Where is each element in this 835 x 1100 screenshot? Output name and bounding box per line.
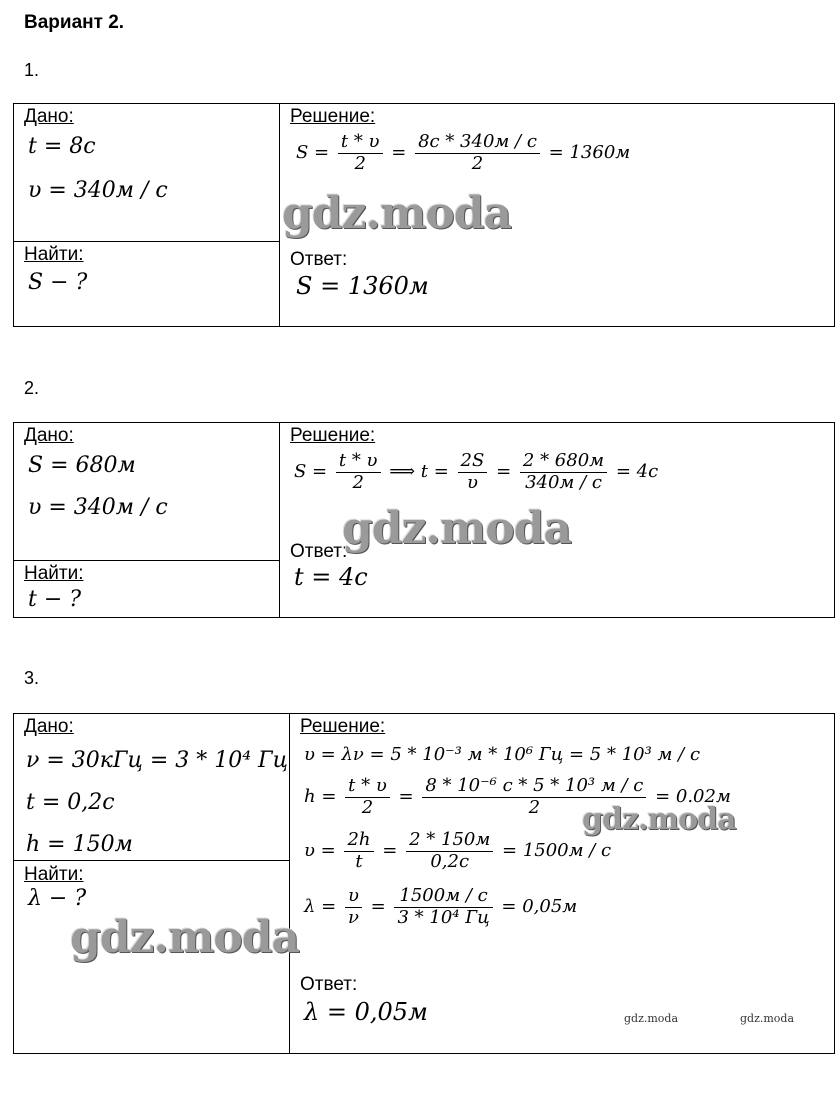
problem-table: [13, 713, 835, 1054]
solution-label: Решение:: [290, 425, 376, 446]
given-value: h = 150м: [26, 832, 133, 857]
watermark: gdz.moda: [342, 503, 572, 554]
problem-number: 2.: [24, 378, 40, 398]
find-label: Найти:: [24, 563, 84, 584]
find-label: Найти:: [24, 864, 84, 885]
watermark: gdz.moda: [282, 188, 512, 239]
solution-line: λ = $\frac{\upsilon}{\nu}$ = $\frac{1500м / c}{\text{3 * 10⁴ Гц}}$ = 0,05м: [304, 885, 578, 928]
watermark: gdz.moda: [70, 912, 300, 963]
answer-value: λ = 0,05м: [304, 998, 428, 1026]
solution-equation: S = $\frac{t * \upsilon}{2}$ = $\frac{8c * 340м / c}{2}$ = 1360м: [296, 131, 631, 174]
find-label: Найти:: [24, 244, 84, 265]
given-label: Дано:: [24, 106, 74, 127]
find-value: λ − ?: [28, 886, 87, 911]
answer-value: S = 1360м: [296, 272, 429, 300]
find-value: t − ?: [28, 587, 82, 612]
answer-value: t = 4c: [294, 563, 368, 591]
watermark: gdz.moda: [582, 802, 736, 837]
answer-label: Ответ:: [300, 974, 358, 995]
problem-table: [13, 103, 835, 327]
answer-label: Ответ:: [290, 249, 348, 270]
solution-label: Решение:: [300, 716, 386, 737]
given-value: S = 680м: [28, 453, 136, 478]
given-value: ν = 30кГц = 3 * 10⁴ Гц: [26, 748, 288, 773]
given-value: t = 0,2c: [26, 790, 115, 815]
problem-number: 3.: [24, 668, 40, 688]
watermark: gdz.moda: [624, 1012, 679, 1025]
problem-number: 1.: [24, 60, 40, 80]
problem-table: [13, 422, 835, 618]
solution-equation: S = $\frac{t * \upsilon}{2}$ ⟹ t = $\frac{2S}{\upsilon}$ = $\frac{2 * 680м}{340м / c}$ = 4c: [294, 450, 659, 493]
answer-label: Ответ:: [290, 541, 348, 562]
solution-line: υ = λν = 5 * 10⁻³ м * 10⁶ Гц = 5 * 10³ м / c: [304, 744, 701, 765]
find-value: S − ?: [28, 270, 88, 295]
solution-label: Решение:: [290, 106, 376, 127]
page-title: Вариант 2.: [24, 12, 125, 33]
given-value: t = 8c: [28, 134, 96, 159]
given-label: Дано:: [24, 716, 74, 737]
solution-line: h = $\frac{t * \upsilon}{2}$ = $\frac{\text{8 * 10⁻⁶ c * 5 * 10³ м / c}}{2}$ = 0.02м: [304, 775, 731, 818]
given-label: Дано:: [24, 425, 74, 446]
given-value: υ = 340м / c: [28, 178, 168, 203]
given-value: υ = 340м / c: [28, 495, 168, 520]
watermark: gdz.moda: [740, 1012, 795, 1025]
solution-line: υ = $\frac{2h}{t}$ = $\frac{2 * 150м}{0,2c}$ = 1500м / c: [304, 829, 612, 872]
